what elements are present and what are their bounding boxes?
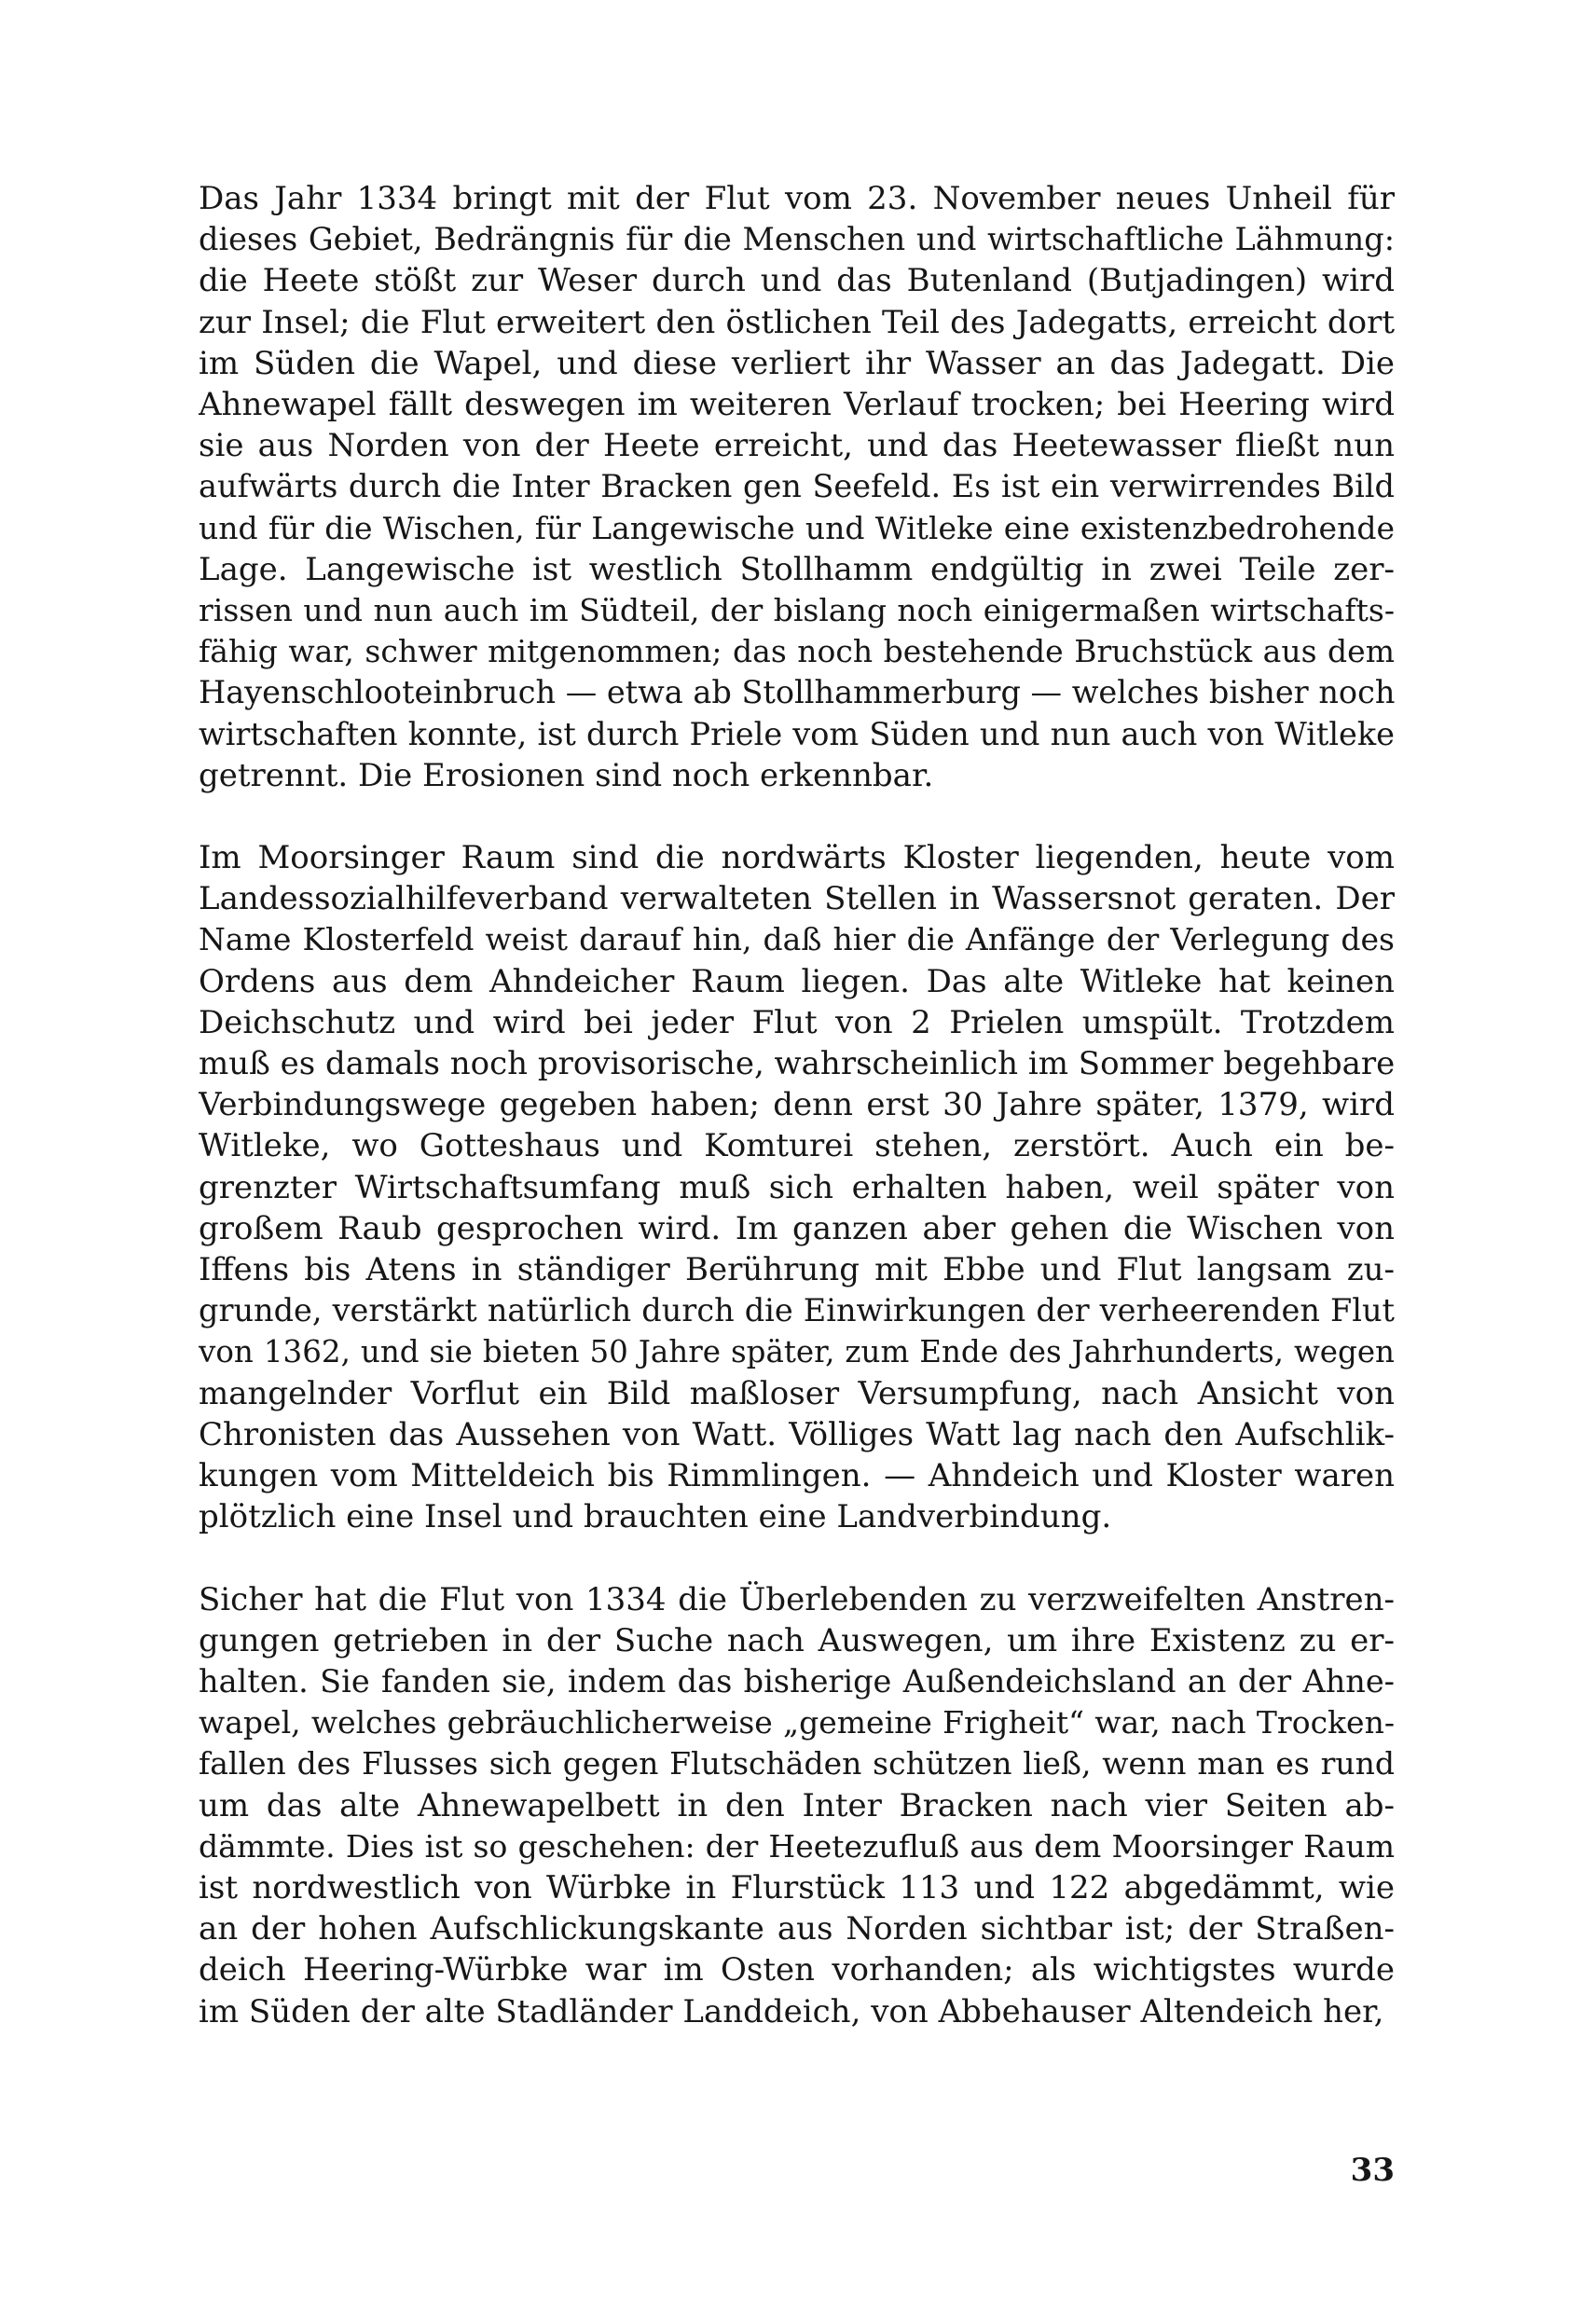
text-line: Das Jahr 1334 bringt mit der Flut vom 23. November neues Unheil für bbox=[199, 180, 1395, 217]
text-line: Sicher hat die Flut von 1334 die Überlebenden zu verzweifelten Anstren- bbox=[199, 1580, 1395, 1618]
text-line: um das alte Ahnewapelbett in den Inter Bracken nach vier Seiten ab- bbox=[199, 1786, 1395, 1824]
text-line: Witleke, wo Gotteshaus und Komturei stehen, zerstört. Auch ein be- bbox=[199, 1127, 1395, 1165]
text-line: ist nordwestlich von Würbke in Flurstück 113 und 122 abgedämmt, wie bbox=[199, 1868, 1395, 1906]
paragraph bbox=[199, 178, 1395, 796]
text-line: im Süden der alte Stadländer Landdeich, von Abbehauser Altendeich her, bbox=[199, 1992, 1384, 2030]
text-line: von 1362, und sie bieten 50 Jahre später, zum Ende des Jahrhunderts, wegen bbox=[199, 1334, 1395, 1370]
text-line: im Süden die Wapel, und diese verliert ihr Wasser an das Jadegatt. Die bbox=[199, 344, 1395, 382]
text-line: aufwärts durch die Inter Bracken gen Seefeld. Es ist ein verwirrendes Bild bbox=[199, 468, 1395, 505]
text-line: Deichschutz und wird bei jeder Flut von 2 Prielen umspült. Trotzdem bbox=[199, 1003, 1395, 1041]
text-line: an der hohen Aufschlickungskante aus Norden sichtbar ist; der Straßen- bbox=[199, 1910, 1395, 1948]
text-line: und für die Wischen, für Langewische und Witleke eine existenzbedrohende bbox=[199, 509, 1395, 546]
body-text bbox=[199, 178, 1395, 2032]
text-line: sie aus Norden von der Heete erreicht, und das Heetewasser fließt nun bbox=[199, 427, 1395, 465]
paragraph bbox=[199, 837, 1395, 1537]
paragraph bbox=[199, 1579, 1395, 2032]
text-line: plötzlich eine Insel und brauchten eine Landverbindung. bbox=[199, 1498, 1112, 1536]
text-line: Ahnewapel fällt deswegen im weiteren Verlauf trocken; bei Heering wird bbox=[199, 386, 1395, 424]
page-number: 33 bbox=[1350, 2152, 1395, 2189]
text-line: deich Heering-Würbke war im Osten vorhanden; als wichtigstes wurde bbox=[199, 1951, 1395, 1989]
text-line: grunde, verstärkt natürlich durch die Einwirkungen der verheerenden Flut bbox=[199, 1292, 1395, 1329]
text-line: grenzter Wirtschaftsumfang muß sich erhalten haben, weil später von bbox=[199, 1168, 1395, 1206]
text-line: die Heete stößt zur Weser durch und das Butenland (Butjadingen) wird bbox=[199, 262, 1395, 300]
text-line: Hayenschlooteinbruch — etwa ab Stollhammerburg — welches bisher noch bbox=[199, 674, 1395, 711]
text-line: Landessozialhilfeverband verwalteten Stellen in Wassersnot geraten. Der bbox=[199, 880, 1395, 918]
text-line: fähig war, schwer mitgenommen; das noch bestehende Bruchstück aus dem bbox=[199, 633, 1395, 670]
text-line: großem Raub gesprochen wird. Im ganzen aber gehen die Wischen von bbox=[199, 1209, 1395, 1247]
text-line: getrennt. Die Erosionen sind noch erkennbar. bbox=[199, 756, 934, 794]
text-line: wapel, welches gebräuchlicherweise „gemeine Frigheit“ war, nach Trocken- bbox=[199, 1704, 1395, 1741]
text-line: Iffens bis Atens in ständiger Berührung mit Ebbe und Flut langsam zu- bbox=[199, 1251, 1395, 1289]
text-line: mangelnder Vorflut ein Bild maßloser Versumpfung, nach Ansicht von bbox=[199, 1374, 1395, 1412]
text-line: dämmte. Dies ist so geschehen: der Heetezufluß aus dem Moorsinger Raum bbox=[199, 1827, 1395, 1865]
text-line: Ordens aus dem Ahndeicher Raum liegen. Das alte Witleke hat keinen bbox=[199, 962, 1395, 1000]
text-line: kungen vom Mitteldeich bis Rimmlingen. — Ahndeich und Kloster waren bbox=[199, 1457, 1395, 1495]
text-line: Im Moorsinger Raum sind die nordwärts Kloster liegenden, heute vom bbox=[199, 839, 1395, 877]
text-line: Chronisten das Aussehen von Watt. Völliges Watt lag nach den Aufschlik- bbox=[199, 1415, 1395, 1453]
text-line: muß es damals noch provisorische, wahrscheinlich im Sommer begehbare bbox=[199, 1045, 1395, 1083]
text-line: Lage. Langewische ist westlich Stollhamm endgültig in zwei Teile zer- bbox=[199, 550, 1395, 588]
text-line: fallen des Flusses sich gegen Flutschäden schützen ließ, wenn man es rund bbox=[199, 1745, 1395, 1782]
text-line: rissen und nun auch im Südteil, der bislang noch einigermaßen wirtschafts- bbox=[199, 592, 1395, 629]
text-line: Name Klosterfeld weist darauf hin, daß hier die Anfänge der Verlegung des bbox=[199, 921, 1395, 958]
text-line: dieses Gebiet, Bedrängnis für die Menschen und wirtschaftliche Lähmung: bbox=[199, 221, 1395, 258]
text-line: Verbindungswege gegeben haben; denn erst 30 Jahre später, 1379, wird bbox=[199, 1086, 1395, 1124]
text-line: gungen getrieben in der Suche nach Auswegen, um ihre Existenz zu er- bbox=[199, 1621, 1395, 1659]
text-line: wirtschaften konnte, ist durch Priele vom Süden und nun auch von Witleke bbox=[199, 715, 1395, 752]
text-line: zur Insel; die Flut erweitert den östlichen Teil des Jadegatts, erreicht dort bbox=[199, 303, 1395, 341]
text-line: halten. Sie fanden sie, indem das bisherige Außendeichsland an der Ahne- bbox=[199, 1662, 1395, 1700]
